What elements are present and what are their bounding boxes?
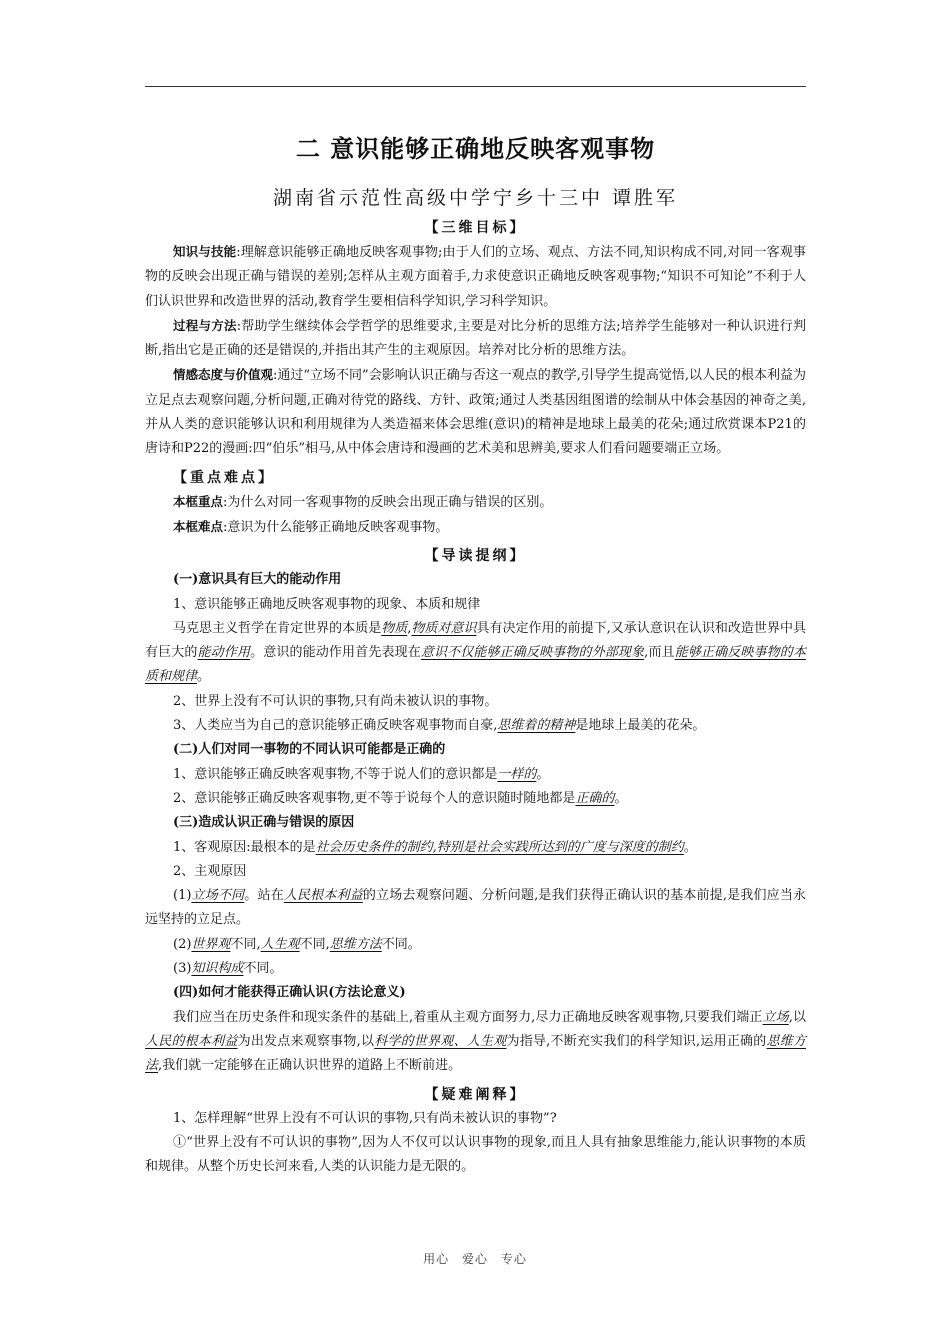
paragraph-key-point [145, 490, 806, 515]
answer-1: ①“世界上没有不可认识的事物”,因为人不仅可以认识事物的现象,而且人具有抽象思维能力,能认识事物的本质和规律。从整个历史长河来看,人类的认识能力是无限的。 [145, 1134, 806, 1175]
fill-in-answer: 物质 [381, 620, 408, 636]
label-difficult-point: 本框难点 [173, 518, 224, 534]
outline-heading-1: (一)意识具有巨大的能动作用 [173, 572, 342, 588]
section-title-difficulties: 【疑难阐释】 [424, 1086, 527, 1103]
section-title-key-points: 【重点难点】 [173, 469, 275, 486]
fill-in-answer: 人民的根本利益 [145, 1033, 238, 1049]
text-process-method: :帮助学生继续体会学哲学的思维要求,主要是对比分析的思维方法;培养学生能够对一种认识进行判断,指出它是正确的还是错误的,并指出其产生的主观原因。培养对比分析的思维方法。 [145, 318, 806, 359]
fill-in-answer: 正确的 [575, 790, 615, 806]
fill-in-answer: 物质对意识 [411, 620, 477, 636]
footer-item: 爱心 [461, 1252, 488, 1266]
fill-in-answer: 立场不同 [191, 888, 245, 904]
header-rule [145, 86, 806, 87]
outline-heading-2: (二)人们对同一事物的不同认识可能都是正确的 [173, 742, 446, 758]
fill-in-answer: 意识不仅能够正确反映事物的外部现象 [420, 645, 645, 661]
section-title-reading-outline: 【导读提纲】 [424, 548, 527, 565]
fill-in-answer: 一样的 [497, 766, 537, 782]
fill-in-answer: 人生观 [260, 936, 300, 952]
document-title: 二 意识能够正确地反映客观事物 [295, 135, 656, 163]
outline-heading-3: (三)造成认识正确与错误的原因 [173, 815, 355, 831]
fill-in-answer: 知识构成 [191, 961, 244, 977]
page-footer [0, 1250, 950, 1267]
fill-in-answer: 世界观 [191, 936, 231, 952]
outline-heading-4: (四)如何才能获得正确认识(方法论意义) [173, 985, 406, 1001]
text-difficult-point: :意识为什么能够正确地反映客观事物。 [223, 519, 449, 535]
outline-item: 1、意识能够正确地反映客观事物的现象、本质和规律 [173, 596, 481, 612]
text-emotion-values: :通过“立场不同”会影响认识正确与否这一观点的教学,引导学生提高觉悟,以人民的根本利益为立足点去观察问题,分析问题,正确对待党的路线、方针、政策;通过人类基因组图谱的绘制从中体会基因的神奇之美,并从人类的意识能够认识和利用规律为人类造福来体会思维(意识)的精神是地球上最美的花朵;通过欣赏课本P21的唐诗和P22的漫画:四“伯乐”相马,从中体会唐诗和漫画的艺术美和思辨美,要求人们看问题要端正立场。 [145, 368, 806, 457]
fill-in-answer: 科学的世界观、人生观 [374, 1033, 507, 1049]
outline-paragraph: 我们应当在历史条件和现实条件的基础上,着重从主观方面努力,尽力正确地反映客观事物,只要我们端正立场,以人民的根本利益为出发点来观察事物,以科学的世界观、人生观为指导,不断充实我们的科学知识,运用正确的思维方法,我们就一定能够在正确认识世界的道路上不断前进。 [145, 1009, 806, 1074]
outline-item: 1、客观原因:最根本的是社会历史条件的制约,特别是社会实践所达到的广度与深度的制约。 [173, 839, 697, 855]
paragraph-emotion-values [145, 363, 806, 461]
fill-in-answer: 社会历史条件的制约,特别是社会实践所达到的广度与深度的制约 [315, 839, 684, 855]
paragraph-knowledge-skills [145, 240, 806, 314]
footer-item: 专心 [500, 1252, 527, 1266]
label-process-method: 过程与方法 [173, 317, 237, 333]
paragraph-difficult-point [145, 515, 806, 540]
question-1: 1、怎样理解“世界上没有不可认识的事物,只有尚未被认识的事物”? [173, 1110, 557, 1126]
outline-item: (1)立场不同。站在人民根本利益的立场去观察问题、分析问题,是我们获得正确认识的基本前提,是我们应当永远坚持的立足点。 [145, 888, 806, 928]
label-emotion-values: 情感态度与价值观 [173, 367, 274, 383]
fill-in-answer: 立场 [762, 1009, 789, 1025]
document-author: 湖南省示范性高级中学宁乡十三中 谭胜军 [272, 187, 679, 209]
section-title-objectives: 【三维目标】 [424, 220, 527, 236]
outline-paragraph: 马克思主义哲学在肯定世界的本质是物质,物质对意识具有决定作用的前提下,又承认意识在认识和改造世界中具有巨大的能动作用。意识的能动作用首先表现在意识不仅能够正确反映事物的外部现象,而且能够正确反映事物的本质和规律。 [145, 620, 806, 685]
text-key-point: :为什么对同一客观事物的反映会出现正确与错误的区别。 [223, 494, 553, 510]
label-key-point: 本框重点 [173, 493, 224, 509]
text-knowledge-skills: :理解意识能够正确地反映客观事物;由于人们的立场、观点、方法不同,知识构成不同,对同一客观事物的反映会出现正确与错误的差别;怎样从主观方面着手,力求使意识正确地反映客观事物;“知识不可知论”不利于人们认识世界和改造世界的活动,教育学生要相信科学知识,学习科学知识。 [145, 245, 806, 309]
outline-item: 2、主观原因 [173, 863, 247, 879]
outline-item: 2、意识能够正确反映客观事物,更不等于说每个人的意识随时随地都是正确的。 [173, 790, 628, 806]
outline-item: (2)世界观不同,人生观不同,思维方法不同。 [173, 936, 421, 952]
outline-item: 2、世界上没有不可认识的事物,只有尚未被认识的事物。 [173, 693, 498, 709]
label-knowledge-skills: 知识与技能 [173, 244, 237, 259]
paragraph-process-method [145, 314, 806, 364]
outline-item: 1、意识能够正确反映客观事物,不等于说人们的意识都是一样的。 [173, 766, 550, 782]
fill-in-answer: 思维方法 [329, 936, 382, 952]
outline-item: (3)知识构成不同。 [173, 961, 283, 977]
fill-in-answer: 能够正确反映事物的本质和规律 [145, 645, 806, 685]
fill-in-answer: 能动作用 [197, 645, 251, 661]
footer-item: 用心 [423, 1252, 450, 1266]
fill-in-answer: 思维着的精神 [497, 718, 576, 734]
fill-in-answer: 人民根本利益 [283, 888, 363, 904]
document-body [145, 132, 806, 1179]
fill-in-answer: 思维方法 [145, 1033, 806, 1074]
outline-item: 3、人类应当为自己的意识能够正确反映客观事物而自豪,思维着的精神是地球上最美的花朵。 [173, 718, 706, 734]
